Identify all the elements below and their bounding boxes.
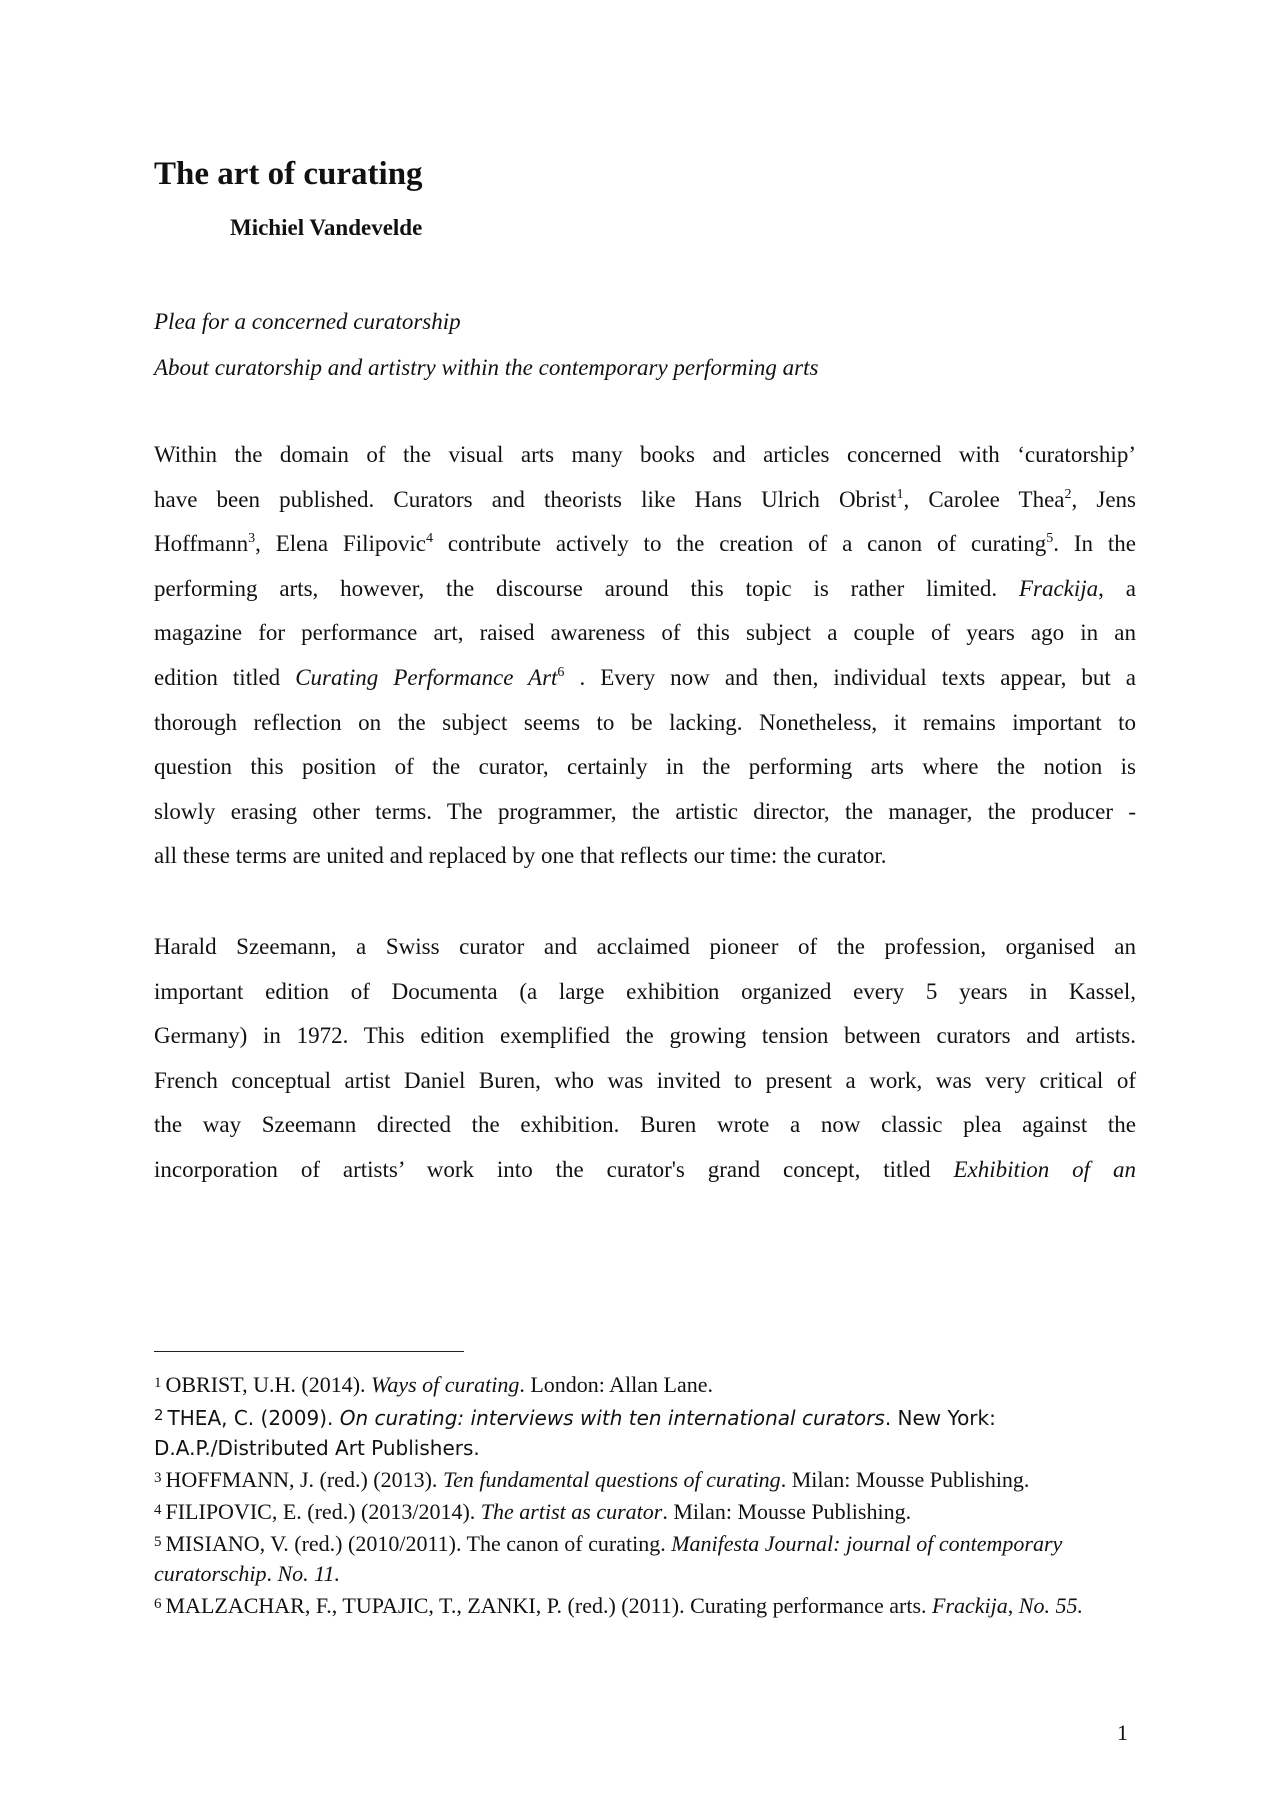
footnote-ref-3: 3 <box>248 531 256 547</box>
footnote-ref-6: 6 <box>557 664 565 680</box>
text-line: performing arts, however, the discourse around this topic is rather limited. Frackija, a <box>154 575 1136 601</box>
footnote-1: $^1$ OBRIST, U.H. (2014). Ways of curating. London: Allan Lane. <box>154 1372 714 1397</box>
magazine-title: Frackija <box>1018 575 1099 601</box>
text-line: edition titled Curating Performance Art$^6$ . Every now and then, individual texts appear, but a <box>154 664 1136 690</box>
text-line: Germany) in 1972. This edition exemplified the growing tension between curators and artists. <box>154 1023 1136 1049</box>
text-line: important edition of Documenta (a large exhibition organized every 5 years in Kassel, <box>154 978 1136 1004</box>
footnote-4: $^4$ FILIPOVIC, E. (red.) (2013/2014). The artist as curator. Milan: Mousse Publishing. <box>154 1499 912 1524</box>
text-line: the way Szeemann directed the exhibition. Buren wrote a now classic plea against the <box>154 1112 1136 1138</box>
footnote-separator <box>154 1351 464 1352</box>
footnote-2: $^2$ THEA, C. (2009). On curating: interviews with ten international curators. New York: D.A.P./Distributed Art Publishers. <box>154 1406 996 1460</box>
text-line: have been published. Curators and theorists like Hans Ulrich Obrist$^1$, Carolee Thea$^2$, Jens <box>154 486 1136 512</box>
paragraph-2 <box>154 925 1136 1193</box>
text-line: Harald Szeemann, a Swiss curator and acclaimed pioneer of the profession, organised an <box>154 934 1136 959</box>
edition-title: Curating Performance Art <box>295 664 558 690</box>
paragraph-1 <box>154 433 1136 879</box>
work-title: Exhibition of an <box>953 1156 1136 1182</box>
text-line: thorough reflection on the subject seems to be lacking. Nonetheless, it remains important to <box>154 709 1136 735</box>
text-line: Hoffmann$^3$, Elena Filipovic$^4$ contribute actively to the creation of a canon of curating$^5$. In the <box>154 531 1136 557</box>
footnote-ref-1: 1 <box>896 486 904 502</box>
footnote-3: $^3$ HOFFMANN, J. (red.) (2013). Ten fundamental questions of curating. Milan: Mousse Publishing. <box>154 1467 1030 1492</box>
text-line: question this position of the curator, certainly in the performing arts where the notion is <box>154 754 1136 780</box>
text-line: incorporation of artists’ work into the curator's grand concept, titled Exhibition of an <box>154 1156 1136 1182</box>
subtitle-plea: Plea for a concerned curatorship <box>154 309 461 334</box>
subtitle-about: About curatorship and artistry within the contemporary performing arts <box>154 355 819 380</box>
document-title: The art of curating <box>154 156 423 192</box>
footnote-ref-5: 5 <box>1046 531 1054 547</box>
footnote-ref-4: 4 <box>425 531 433 547</box>
text-line: slowly erasing other terms. The programmer, the artistic director, the manager, the producer - <box>154 798 1136 824</box>
author-name: Michiel Vandevelde <box>230 215 423 240</box>
subtitles <box>154 299 1134 391</box>
page-number: 1 <box>1117 1720 1128 1745</box>
footnote-ref-2: 2 <box>1064 486 1072 502</box>
text-line: magazine for performance art, raised awareness of this subject a couple of years ago in an <box>154 620 1136 646</box>
text-line: French conceptual artist Daniel Buren, who was invited to present a work, was very critical of <box>154 1067 1136 1093</box>
footnotes <box>154 1368 1144 1621</box>
text-line: all these terms are united and replaced by one that reflects our time: the curator. <box>154 843 887 869</box>
footnote-5: $^5$ MISIANO, V. (red.) (2010/2011). The canon of curating. Manifesta Journal: journal of contemporary curatorschip. No. 11. <box>154 1531 1063 1586</box>
text-line: Within the domain of the visual arts many books and articles concerned with ‘curatorship’ <box>154 442 1136 467</box>
footnote-6: $^6$ MALZACHAR, F., TUPAJIC, T., ZANKI, P. (red.) (2011). Curating performance arts. Frackija, No. 55. <box>154 1593 1083 1618</box>
